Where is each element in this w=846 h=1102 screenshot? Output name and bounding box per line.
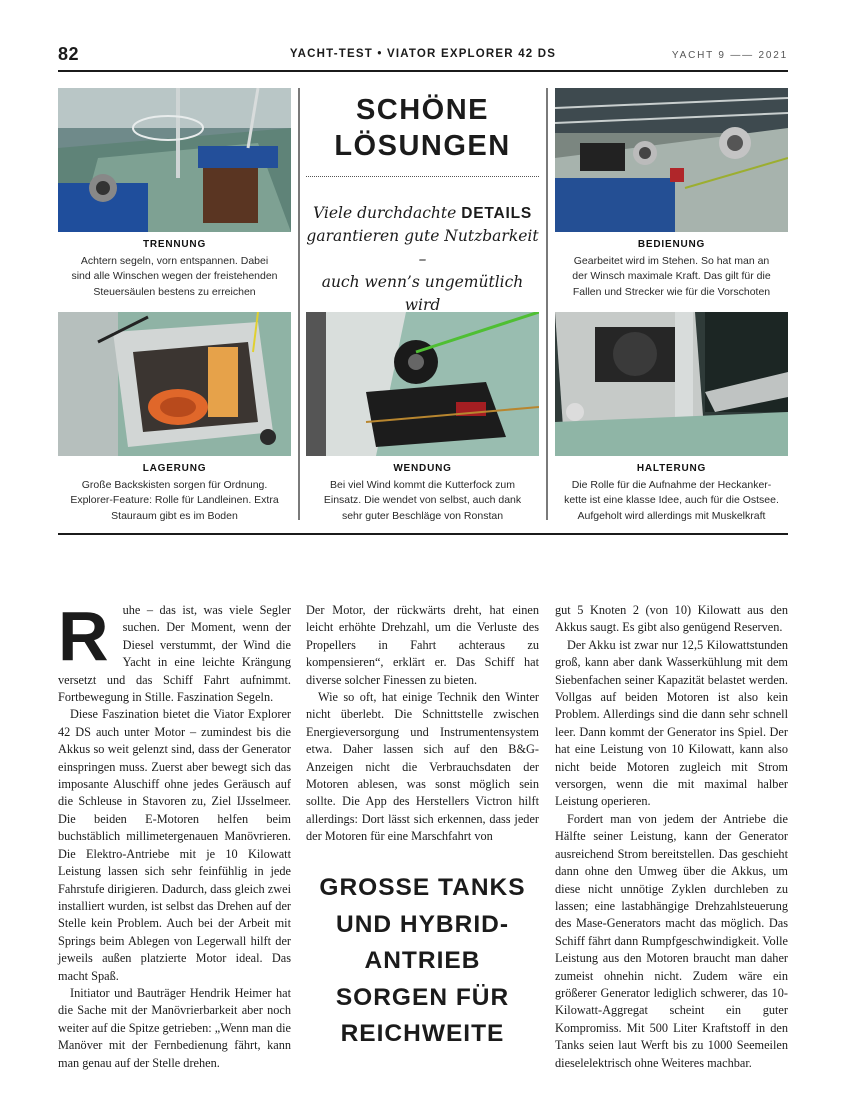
photo-halterung-roller	[555, 312, 788, 456]
feature-title: SCHÖNE LÖSUNGEN	[334, 94, 511, 162]
paragraph: Wie so oft, hat einige Technik den Winter nicht überlebt. Die Schnittstelle zwischen Energieversorgung und Instrumentensystem etwa. Daher lassen sich auf den B&G-Anzeigen nicht die Verbrauchsdaten der Motoren ablesen, was sonst möglich sein sollte. Die App des Herstellers Victron hilft allerdings: Dort lässt sich erkennen, dass jeder der Motoren für eine Marschfahrt von	[306, 690, 539, 844]
paragraph: Der Motor, der rückwärts dreht, hat einen leicht erhöhte Drehzahl, um die Verluste des Propellers in Fahrt achteraus zu kompensieren“, erklärt er. Das Schiff hat diverse solcher Finessen zu bieten.	[306, 603, 539, 687]
header-rule	[58, 70, 788, 72]
section-rule	[58, 533, 788, 535]
article-column-2	[306, 602, 539, 846]
paragraph: Fordert man von jedem der Antriebe die Hälfte seiner Leistung, kann der Generator ausreichend Strom bereitstellen. Das geschieht dann ohne den Umweg über die Akkus, um diese nicht unnötige Zyklen durchleben zu lassen; eine lastabhängige Drehzahlsteuerung des Mase-Generators macht das möglich. Das Schiff fährt dann Rumpfgeschwindigkeit. Volle Leistung aus den Motoren braucht man daher zumeist ohnehin nicht. Zudem wäre ein größerer Generator lediglich schwerer, das 10-Kilowatt-Aggregat scheint ein guter Kompromiss. Mit 500 Liter Kraftstoff in den Tanks seien laut Werft bis zu 1000 Seemeilen dieselelektrisch ohne Weiteres machbar.	[555, 811, 788, 1070]
feature-subtitle: Viele durchdachte DETAILS garantieren gute Nutzbarkeit – auch wenn’s ungemütlich wird	[306, 204, 539, 314]
column-separator-left	[298, 88, 300, 520]
drop-cap: R	[58, 597, 109, 675]
paragraph: uhe – das ist, was viele Segler suchen. Der Moment, wenn der Diesel verstummt, der Wind die Yacht in eine leichte Krängung versetzt und das Schiff Fahrt aufnimmt. Fortbewegung in Stille. Faszination Segeln.	[58, 603, 291, 705]
photo-bedienung-winch	[555, 88, 788, 232]
caption-wendung: WENDUNG Bei viel Wind kommt die Kutterfock zum Einsatz. Die wendet von selbst, auch dank sehr guter Beschläge von Ronstan	[323, 463, 522, 522]
article-column-3	[555, 602, 788, 1072]
caption-bedienung: BEDIENUNG Gearbeitet wird im Stehen. So hat man an der Winsch maximale Kraft. Das gilt für die Fallen und Strecker wie für die Vorschoten	[572, 239, 771, 298]
pull-quote: GROSSE TANKS UND HYBRID- ANTRIEB SORGEN FÜR REICHWEITE	[319, 874, 526, 1047]
page-number: 82	[58, 44, 80, 64]
caption-lagerung: LAGERUNG Große Backskisten sorgen für Ordnung. Explorer-Feature: Rolle für Landleinen. Extra Stauraum gibt es im Boden	[70, 463, 279, 522]
running-header-title: YACHT-TEST • VIATOR EXPLORER 42 DS	[289, 48, 557, 60]
article-column-1	[58, 597, 291, 1072]
paragraph: Diese Faszination bietet die Viator Explorer 42 DS auch unter Motor – zumindest bis die Akkus so weit gelenzt sind, dass der Generator einspringen muss. Zuerst aber bewegt sich das imposante Aluschiff ohne jedes Geräusch auf die Schleuse in Stavoren zu, Ziel IJsselmeer. Die beiden E-Motoren helfen beim buchstäblich millimetergenauen Manövrieren. Die Elektro-Antriebe mit je 10 Kilowatt Leistung lassen sich sehr feinfühlig in jede Fahrstufe dirigieren. Dadurch, dass gleich zwei installiert wurden, ist selbst das Drehen auf der Stelle kein Problem. Auch bei der Arbeit mit Springs beim Ablegen von Legerwall hilft der jeweils außen platzierte Motor ideal. Das macht Spaß.	[58, 707, 291, 983]
photo-lagerung-locker	[58, 312, 291, 456]
photo-wendung-block	[306, 312, 539, 456]
column-separator-right	[546, 88, 548, 520]
paragraph: gut 5 Knoten 2 (von 10) Kilowatt aus den Akkus saugt. Es gibt also genügend Reserven.	[555, 603, 788, 635]
paragraph: Initiator und Bauträger Hendrik Heimer hat die Sache mit der Manövrierbarkeit aber noch weiter auf die Spitze getrieben: „Wenn man die Manöver mit der Fernbedienung fährt, kann man genau auf der Stelle drehen.	[58, 985, 291, 1070]
issue-label: YACHT 9 —— 2021	[671, 50, 788, 61]
caption-halterung: HALTERUNG Die Rolle für die Aufnahme der Heckanker- kette ist eine klasse Idee, auch für die Ostsee. Aufgeholt wird allerdings mit Muskelkraft	[564, 463, 779, 522]
photo-trennung-cockpit	[58, 88, 291, 232]
dotted-divider	[306, 176, 539, 177]
caption-trennung: TRENNUNG Achtern segeln, vorn entspannen. Dabei sind alle Winschen wegen der freistehenden Steuersäulen bestens zu erreichen	[71, 239, 278, 298]
paragraph: Der Akku ist zwar nur 12,5 Kilowattstunden groß, kann aber dank Wasserkühlung mit dem Siebenfachen seiner Kapazität belastet werden. Vollgas auf beiden Motoren ist also kein Problem. Allerdings sind die dann sehr schnell leer. Dann kommt der Generator ins Spiel. Der hat eine Leistung von 10 Kilowatt, kann also nicht beide Motoren zugleich mit Strom versorgen, wenn die mit maximal halber Leistung operieren.	[555, 637, 788, 809]
